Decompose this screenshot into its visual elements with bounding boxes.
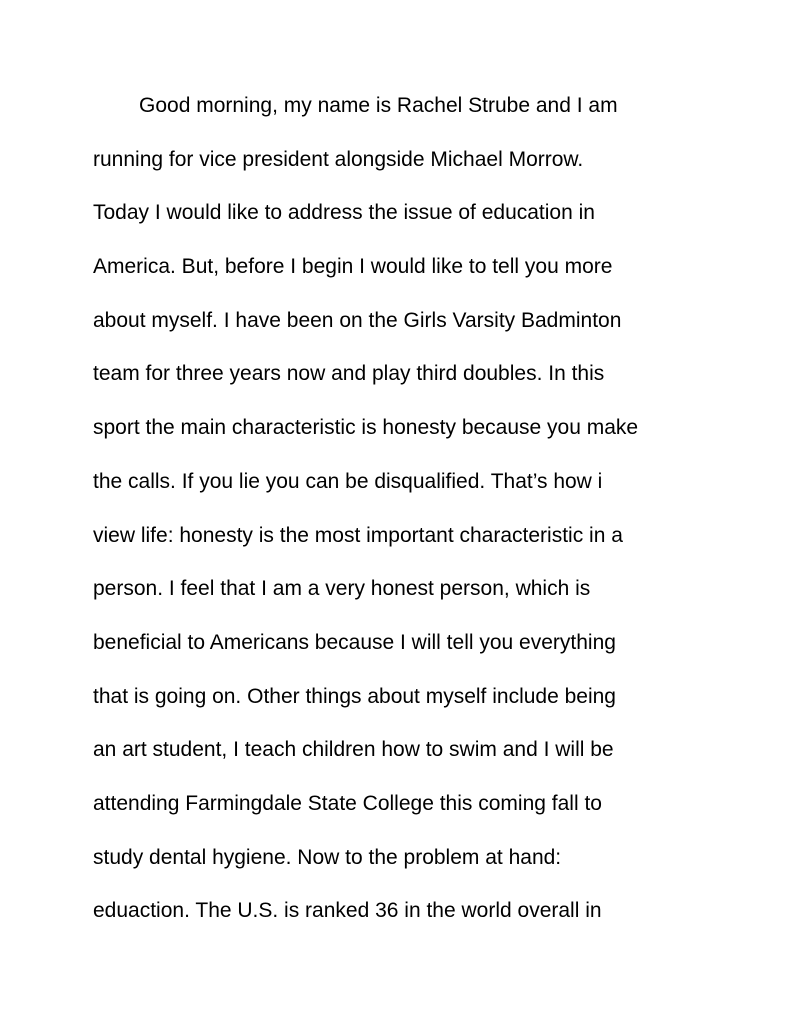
- text-line: person. I feel that I am a very honest person, which is: [93, 577, 591, 601]
- text-line: beneficial to Americans because I will tell you everything: [93, 630, 616, 654]
- text-line: running for vice president alongside Michael Morrow.: [93, 147, 584, 171]
- text-line: the calls. If you lie you can be disqualified. That’s how i: [93, 469, 603, 493]
- text-line: view life: honesty is the most important characteristic in a: [93, 523, 623, 547]
- text-line: eduaction. The U.S. is ranked 36 in the world overall in: [93, 899, 602, 923]
- speech-paragraph: [93, 83, 733, 942]
- text-line: America. But, before I begin I would like to tell you more: [93, 255, 613, 279]
- text-line: an art student, I teach children how to swim and I will be: [93, 738, 614, 762]
- text-line: team for three years now and play third doubles. In this: [93, 362, 605, 386]
- text-line: that is going on. Other things about myself include being: [93, 684, 616, 708]
- text-line: Good morning, my name is Rachel Strube and I am: [139, 94, 618, 117]
- text-line: attending Farmingdale State College this coming fall to: [93, 791, 602, 815]
- text-line: Today I would like to address the issue of education in: [93, 201, 595, 225]
- text-line: about myself. I have been on the Girls Varsity Badminton: [93, 308, 622, 332]
- text-line: study dental hygiene. Now to the problem at hand:: [93, 845, 562, 869]
- text-line: sport the main characteristic is honesty because you make: [93, 416, 639, 440]
